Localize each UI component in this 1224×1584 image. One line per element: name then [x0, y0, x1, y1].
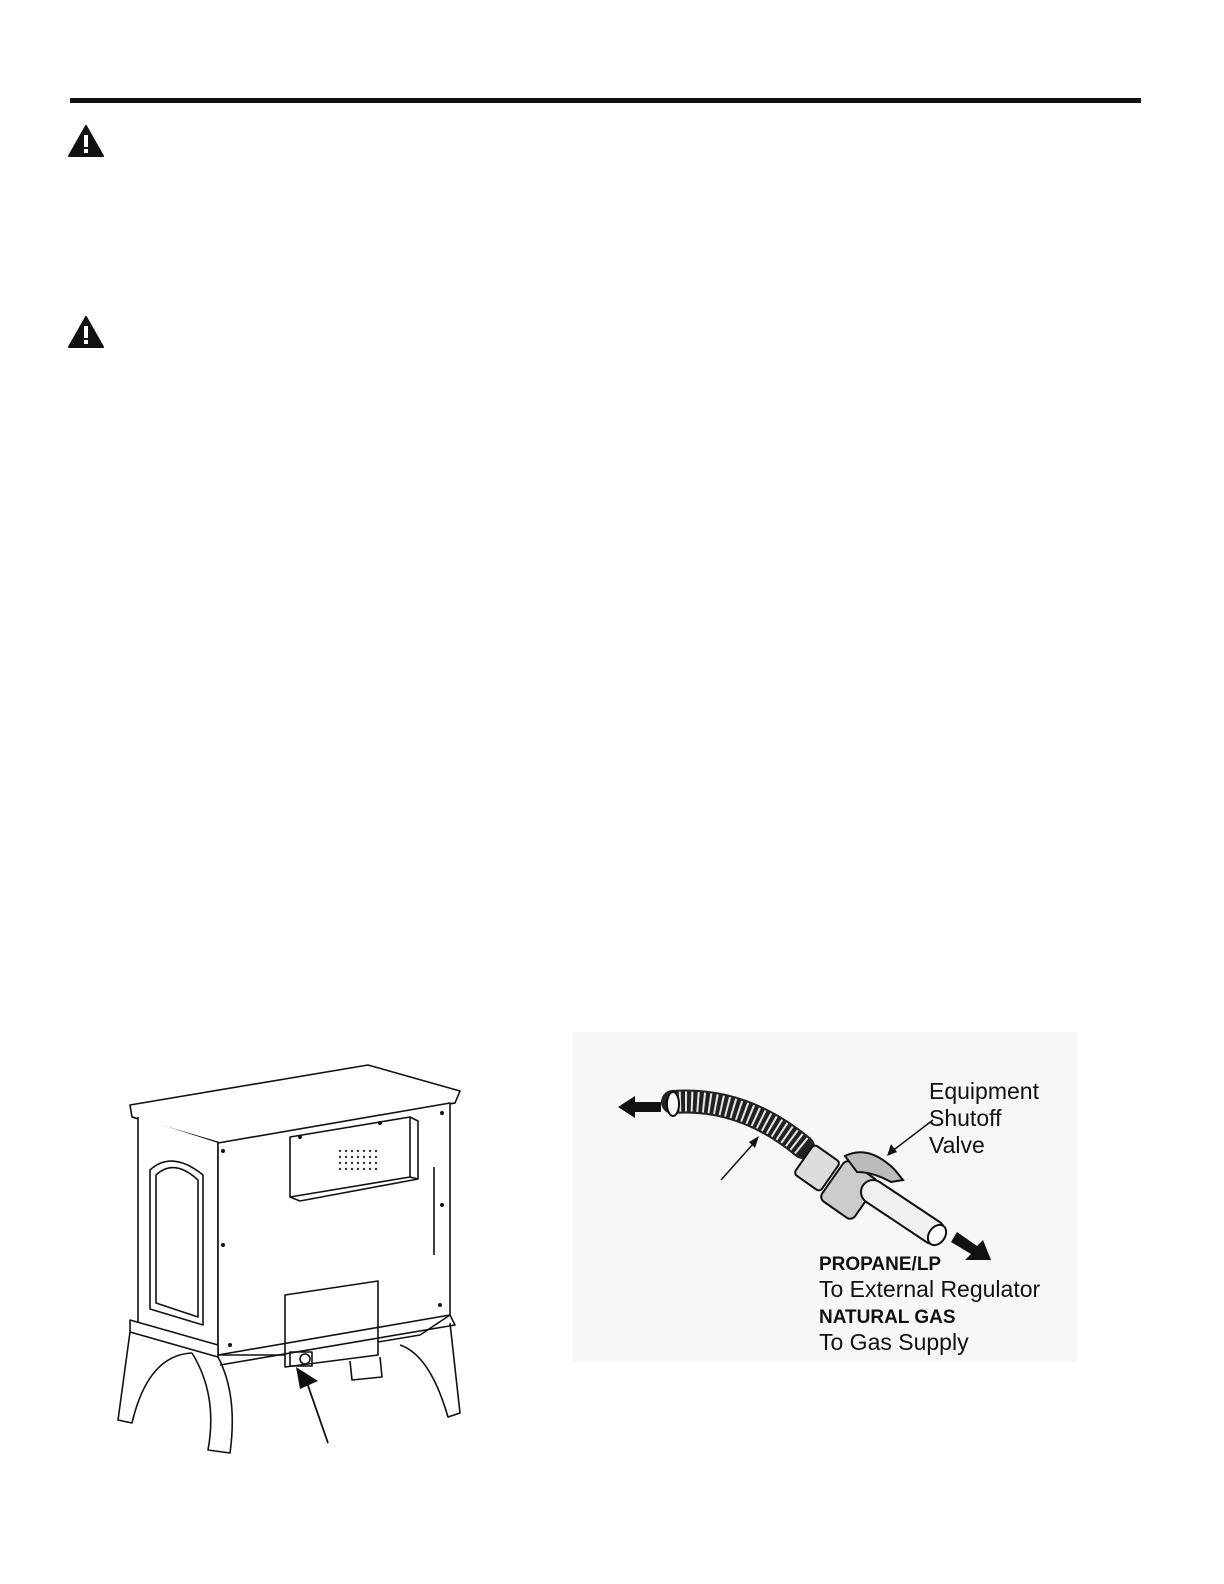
- propane-text: To External Regulator: [819, 1276, 1041, 1302]
- natural-gas-text: To Gas Supply: [819, 1329, 969, 1355]
- stove-rear-illustration: [100, 1055, 480, 1455]
- warning-triangle-icon: [68, 125, 104, 157]
- valve-label-line-2: Shutoff: [929, 1105, 1002, 1131]
- valve-label-line-1: Equipment: [929, 1078, 1039, 1104]
- propane-heading: PROPANE/LP: [819, 1254, 942, 1275]
- natural-gas-heading: NATURAL GAS: [819, 1307, 956, 1328]
- gas-connection-figure: [573, 1032, 1078, 1362]
- header-rule: [70, 98, 1141, 103]
- valve-label-line-3: Valve: [929, 1132, 985, 1158]
- warning-triangle-icon: [68, 316, 104, 348]
